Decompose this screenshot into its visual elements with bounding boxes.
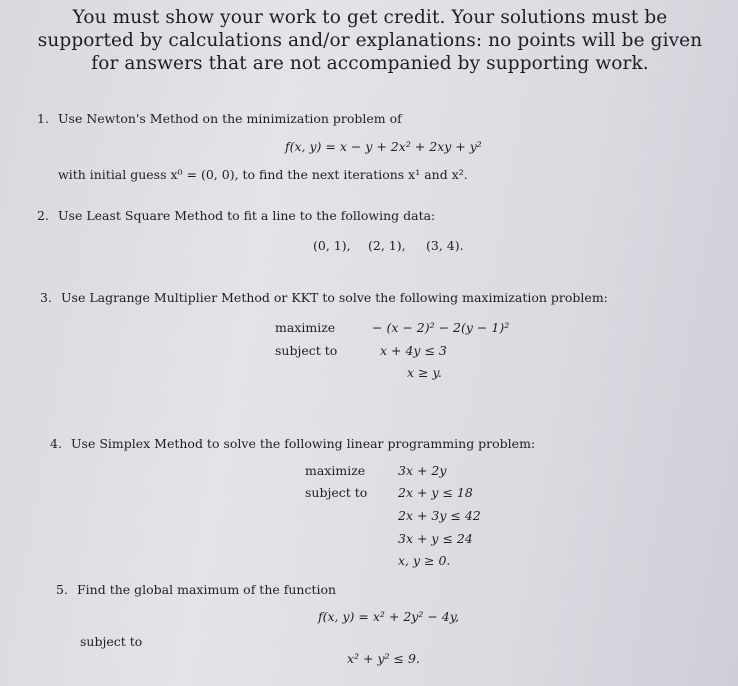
q3-subject-label: subject to bbox=[275, 343, 338, 358]
q2-text: Use Least Square Method to fit a line to the following data: bbox=[58, 208, 436, 223]
q1-number: 1. bbox=[37, 111, 49, 126]
header-line-3: for answers that are not accompanied by supporting work. bbox=[91, 53, 649, 74]
q3-number: 3. bbox=[40, 290, 52, 305]
q4-text: Use Simplex Method to solve the following linear programming problem: bbox=[71, 436, 536, 451]
q3-constraint-2: x ≥ y. bbox=[407, 365, 442, 380]
q4-subject-label: subject to bbox=[305, 485, 368, 500]
q4-number: 4. bbox=[50, 436, 62, 451]
header-line-1: You must show your work to get credit. Your solutions must be bbox=[72, 7, 668, 28]
q4-objective: 3x + 2y bbox=[398, 463, 447, 478]
q2-number: 2. bbox=[37, 208, 49, 223]
q5-function: f(x, y) = x² + 2y² − 4y, bbox=[318, 609, 460, 624]
q4-maximize-label: maximize bbox=[305, 463, 366, 478]
q3-maximize-label: maximize bbox=[275, 320, 336, 335]
instructions-header bbox=[20, 6, 720, 75]
q3-text: Use Lagrange Multiplier Method or KKT to solve the following maximization problem: bbox=[61, 290, 608, 305]
q4-constraint-3: 3x + y ≤ 24 bbox=[398, 531, 473, 546]
q5-text: Find the global maximum of the function bbox=[77, 582, 337, 597]
q4-constraint-4: x, y ≥ 0. bbox=[398, 553, 451, 568]
q2-point-3: (3, 4). bbox=[426, 238, 464, 253]
q1-text: Use Newton's Method on the minimization problem of bbox=[58, 111, 402, 126]
q2-point-2: (2, 1), bbox=[368, 238, 406, 253]
q5-number: 5. bbox=[56, 582, 68, 597]
q2-point-1: (0, 1), bbox=[313, 238, 351, 253]
q5-subject-label: subject to bbox=[80, 634, 143, 649]
header-line-2: supported by calculations and/or explanations: no points will be given bbox=[37, 30, 703, 51]
q1-text2: with initial guess x⁰ = (0, 0), to find the next iterations x¹ and x². bbox=[58, 167, 468, 182]
q4-constraint-1: 2x + y ≤ 18 bbox=[398, 485, 473, 500]
q1-function: f(x, y) = x − y + 2x² + 2xy + y² bbox=[285, 139, 482, 154]
q5-constraint: x² + y² ≤ 9. bbox=[347, 651, 420, 666]
q3-objective: − (x − 2)² − 2(y − 1)² bbox=[372, 320, 510, 335]
q3-constraint-1: x + 4y ≤ 3 bbox=[380, 343, 447, 358]
q4-constraint-2: 2x + 3y ≤ 42 bbox=[398, 508, 481, 523]
